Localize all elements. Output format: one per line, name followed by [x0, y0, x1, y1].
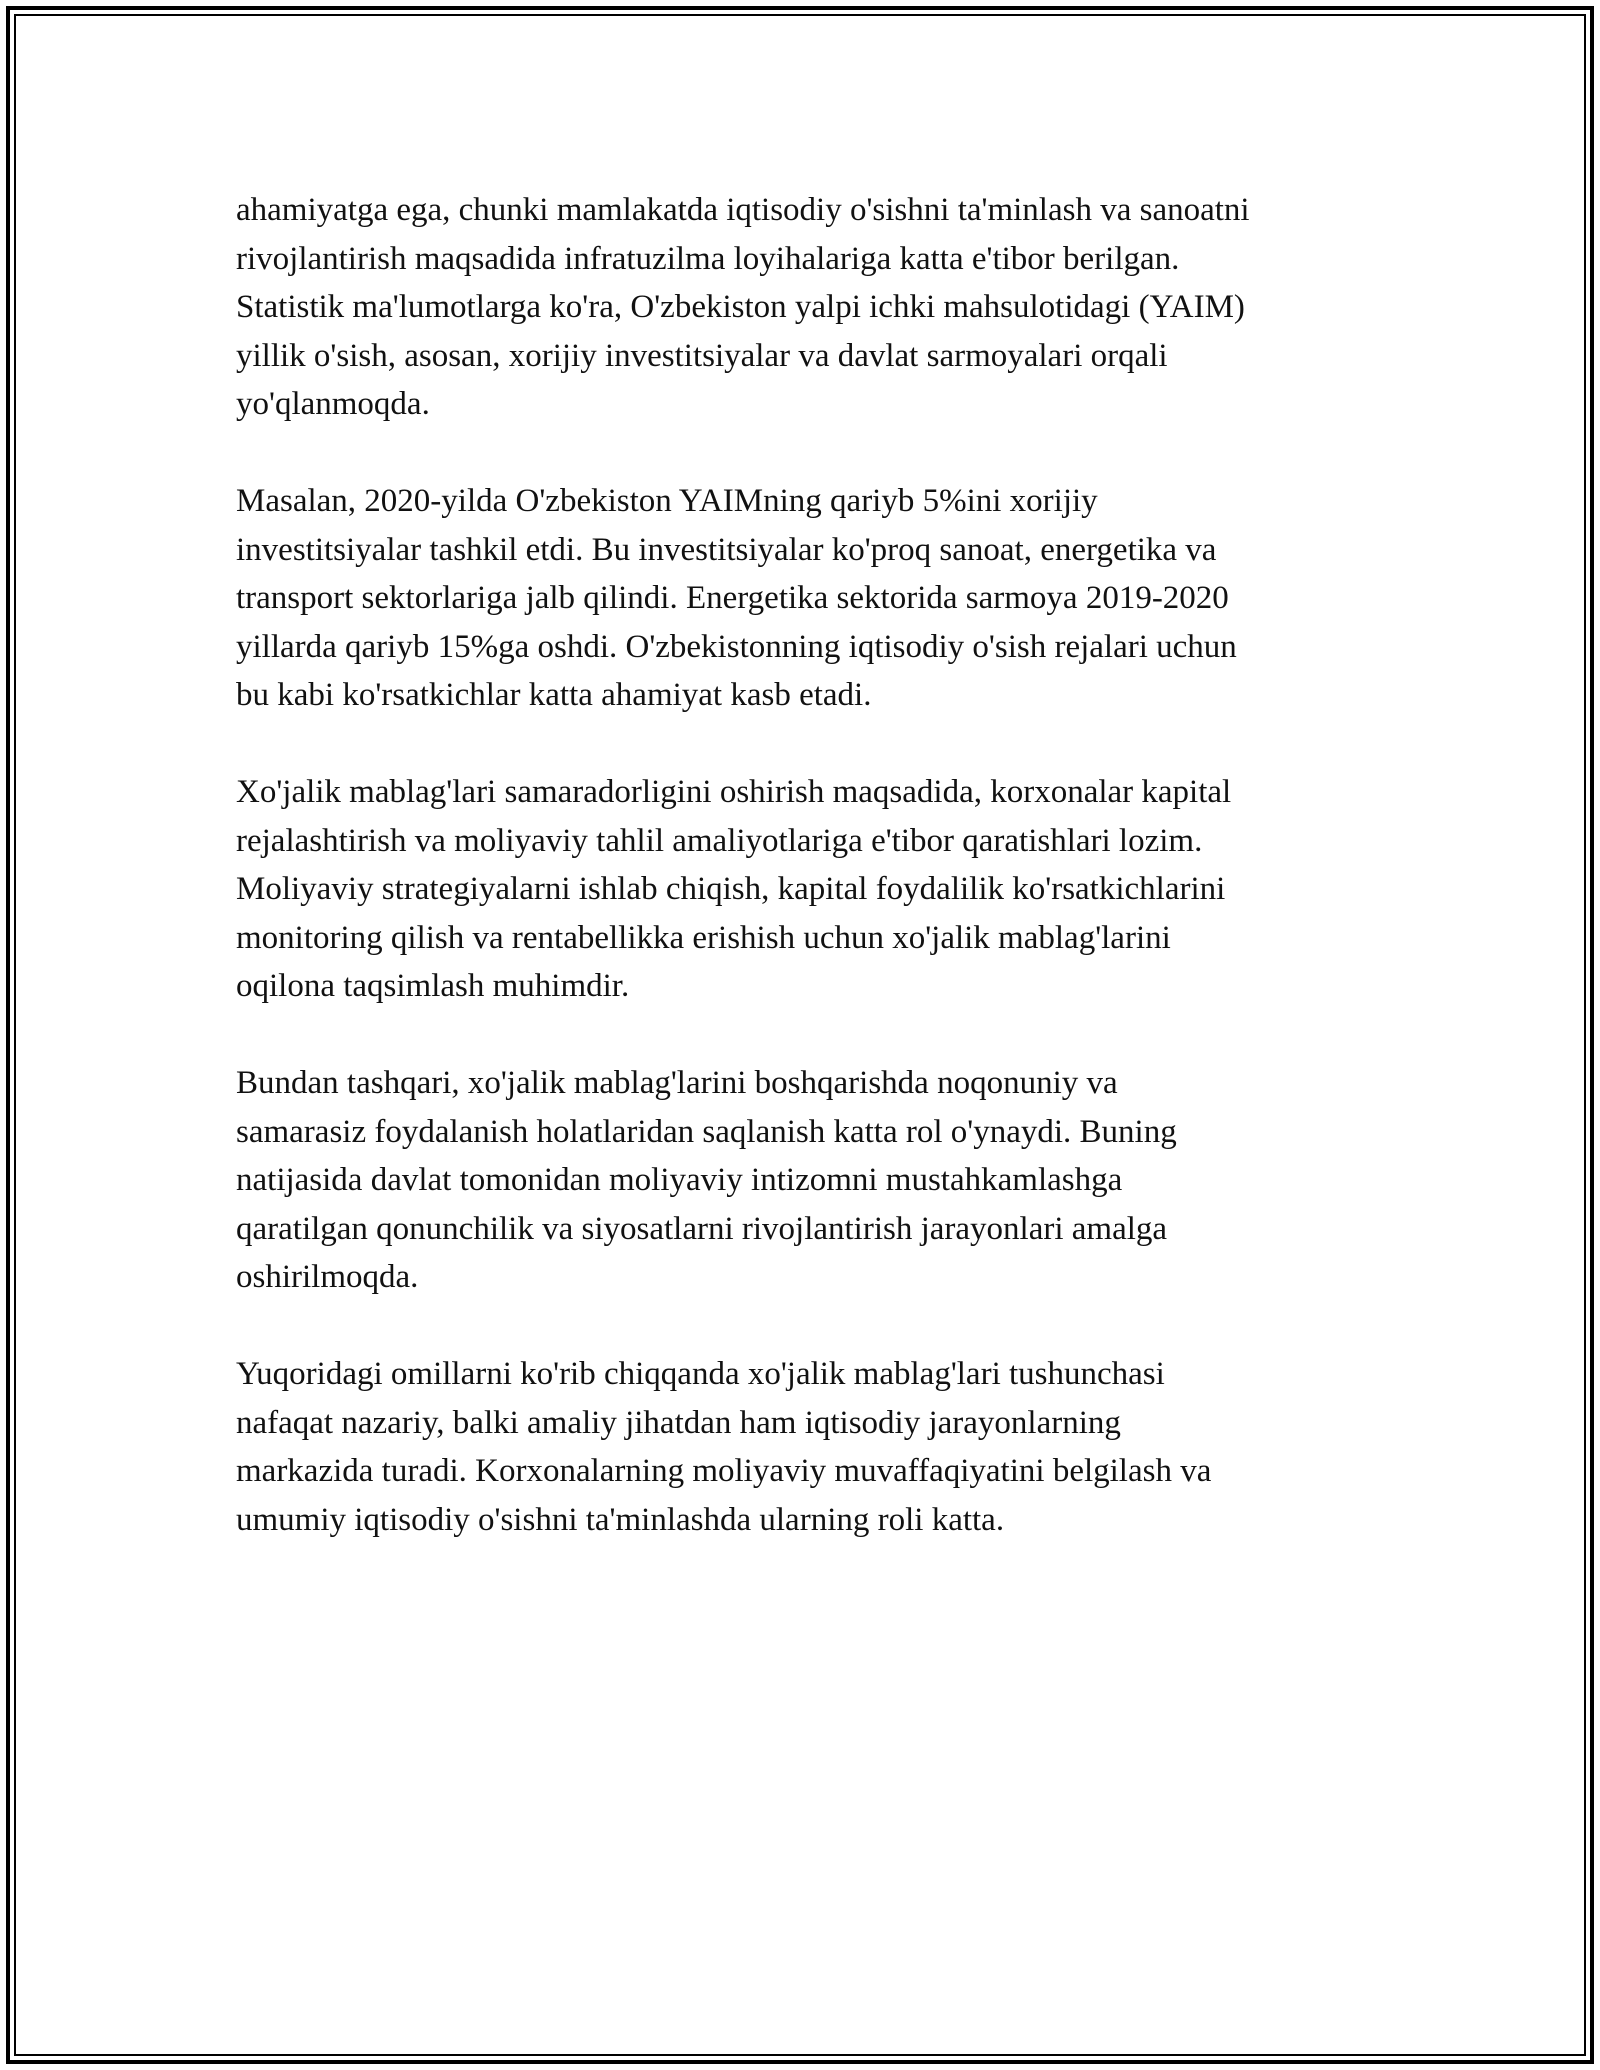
paragraph-1: [236, 186, 1396, 429]
text-line: Xo'jalik mablag'lari samaradorligini oshirish maqsadida, korxonalar kapital: [236, 774, 1232, 810]
text-line: rejalashtirish va moliyaviy tahlil amaliyotlariga e'tibor qaratishlari lozim.: [236, 822, 1203, 859]
paragraph-3: [236, 768, 1396, 1011]
text-line: oqilona taqsimlash muhimdir.: [236, 968, 630, 1004]
text-line: oshirilmoqda.: [236, 1259, 419, 1295]
text-line: transport sektorlariga jalb qilindi. Energetika sektorida sarmoya 2019-2020: [236, 580, 1229, 616]
text-line: umumiy iqtisodiy o'sishni ta'minlashda ularning roli katta.: [236, 1501, 1005, 1538]
text-line: Moliyaviy strategiyalarni ishlab chiqish, kapital foydalilik ko'rsatkichlarini: [236, 871, 1226, 907]
text-line: Bundan tashqari, xo'jalik mablag'larini boshqarishda noqonuniy va: [236, 1065, 1118, 1101]
text-line: Statistik ma'lumotlarga ko'ra, O'zbekiston yalpi ichki mahsulotidagi (YAIM): [236, 289, 1245, 325]
text-line: nafaqat nazariy, balki amaliy jihatdan ham iqtisodiy jarayonlarning: [236, 1404, 1121, 1441]
text-line: qaratilgan qonunchilik va siyosatlarni rivojlantirish jarayonlari amalga: [236, 1210, 1168, 1247]
text-line: yo'qlanmoqda.: [236, 386, 430, 422]
paragraph-5: [236, 1350, 1396, 1544]
text-line: ahamiyatga ega, chunki mamlakatda iqtisodiy o'sishni ta'minlash va sanoatni: [236, 192, 1250, 228]
text-line: monitoring qilish va rentabellikka erishish uchun xo'jalik mablag'larini: [236, 919, 1171, 956]
text-line: natijasida davlat tomonidan moliyaviy intizomni mustahkamlashga: [236, 1162, 1123, 1198]
text-line: samarasiz foydalanish holatlaridan saqlanish katta rol o'ynaydi. Buning: [236, 1113, 1177, 1150]
paragraph-4: [236, 1059, 1396, 1302]
text-line: Yuqoridagi omillarni ko'rib chiqqanda xo'jalik mablag'lari tushunchasi: [236, 1356, 1165, 1392]
text-line: Masalan, 2020-yilda O'zbekiston YAIMning qariyb 5%ini xorijiy: [236, 483, 1098, 519]
text-line: markazida turadi. Korxonalarning moliyaviy muvaffaqiyatini belgilash va: [236, 1453, 1212, 1489]
text-line: bu kabi ko'rsatkichlar katta ahamiyat kasb etadi.: [236, 677, 872, 713]
text-line: investitsiyalar tashkil etdi. Bu investitsiyalar ko'proq sanoat, energetika va: [236, 531, 1217, 568]
text-line: yillik o'sish, asosan, xorijiy investitsiyalar va davlat sarmoyalari orqali: [236, 337, 1168, 374]
text-line: rivojlantirish maqsadida infratuzilma loyihalariga katta e'tibor berilgan.: [236, 240, 1180, 277]
text-line: yillarda qariyb 15%ga oshdi. O'zbekistonning iqtisodiy o'sish rejalari uchun: [236, 628, 1237, 665]
document-body: [236, 186, 1396, 1593]
paragraph-2: [236, 477, 1396, 720]
